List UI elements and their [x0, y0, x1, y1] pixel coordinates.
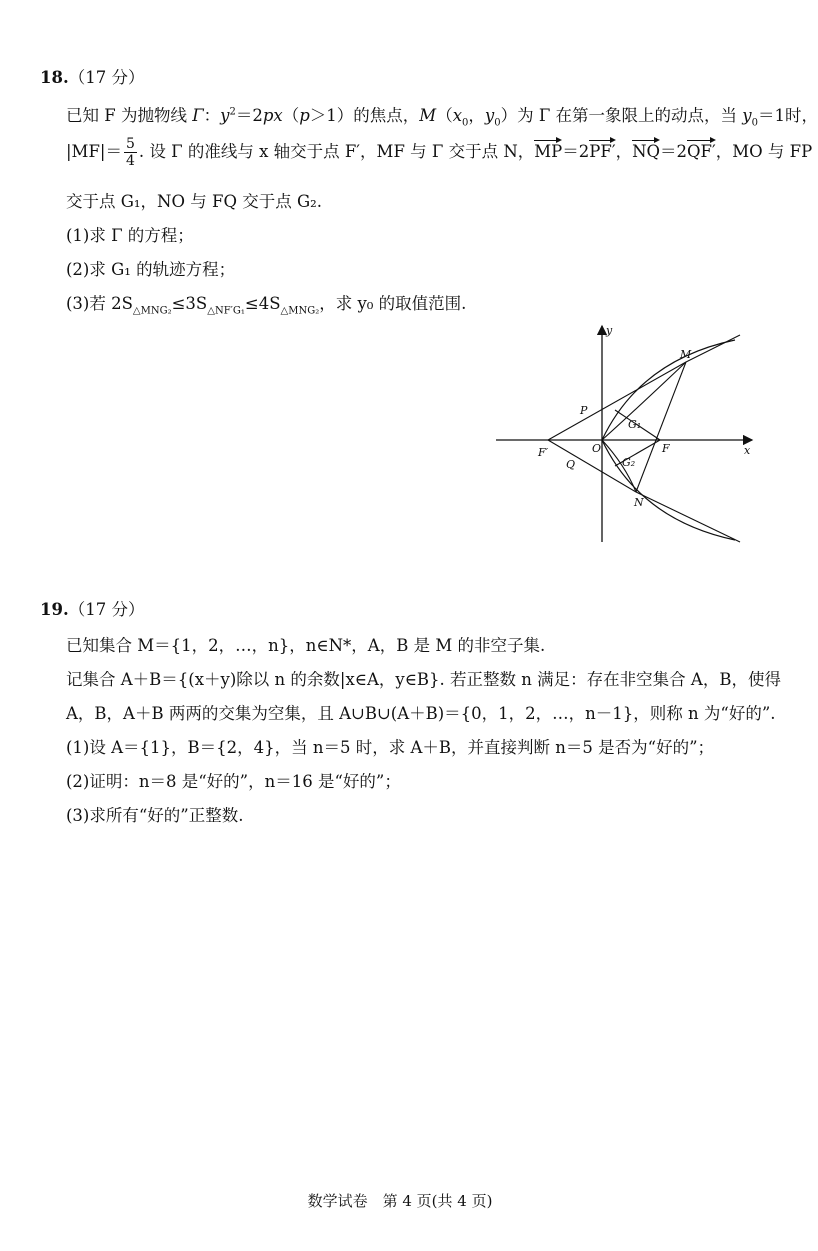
- label-f: F: [662, 442, 670, 455]
- tangent-extension-bottom: [636, 492, 740, 542]
- q18-tail: ，MO 与 FP: [715, 142, 813, 161]
- q18-intro-a: 已知 F 为抛物线: [66, 106, 187, 125]
- label-m: M: [680, 348, 692, 361]
- vector-nq: NQ: [632, 142, 661, 161]
- q19-header: [40, 596, 144, 620]
- label-n: N: [634, 496, 644, 509]
- q18-line1: 已知 F 为抛物线 Γ：$y^2=2px(p>1)$的焦点，$M(x_0$，$y_0$）为 Γ 在第一象限上的动点，当 $y_0=1$时，: [66, 106, 818, 129]
- q18-mf-tail: . 设 Γ 的准线与 x 轴交于点 F′，MF 与 Γ 交于点 N，: [138, 142, 535, 161]
- label-x: x: [744, 444, 751, 457]
- q18-p3-d: ，求 y₀ 的取值范围.: [319, 294, 467, 313]
- line-mn: [636, 362, 686, 492]
- q19-number: 19.: [40, 600, 69, 619]
- q18-eq2b: ＝2: [660, 142, 688, 161]
- q18-mf: |MF|＝: [66, 142, 122, 161]
- vector-pf: PF′: [589, 142, 616, 161]
- q19-part2: (2)证明：n＝8 是“好的”，n＝16 是“好的”；: [66, 772, 401, 791]
- q18-p3-b: ≤3S: [171, 294, 208, 313]
- vector-mp: MP: [534, 142, 563, 161]
- q18-part2: (2)求 G₁ 的轨迹方程；: [66, 260, 236, 279]
- q18-fraction: [124, 136, 137, 169]
- parabola-figure: [490, 320, 760, 548]
- vector-qf: QF′: [687, 142, 716, 161]
- label-g1: G₁: [628, 418, 642, 431]
- fraction-denominator: 4: [125, 153, 135, 169]
- q19-score: （17 分）: [68, 600, 145, 619]
- q19-part1: (1)设 A＝{1}，B＝{2，4}，当 n＝5 时，求 A＋B，并直接判断 n＝5 是否为“好的”；: [66, 738, 715, 757]
- label-o: O: [592, 442, 602, 455]
- q19-line1: 已知集合 M＝{1，2，…，n}，n∈N*，A，B 是 M 的非空子集.: [66, 636, 546, 655]
- q18-line2: [66, 136, 812, 169]
- q18-eq2a: ＝2: [562, 142, 590, 161]
- page-footer: 数学试卷 第 4 页(共 4 页): [307, 1192, 493, 1210]
- fraction-numerator: 5: [125, 136, 135, 152]
- q18-intro-c: 为 Γ 在第一象限上的动点，当: [517, 106, 738, 125]
- label-q: Q: [566, 458, 576, 471]
- line-fp-m: [548, 362, 686, 440]
- q18-line3: 交于点 G₁，NO 与 FQ 交于点 G₂.: [66, 192, 322, 211]
- q19-line2: 记集合 A＋B＝{(x＋y)除以 n 的余数|x∈A，y∈B}. 若正整数 n 满足：存在非空集合 A，B，使得: [66, 670, 781, 689]
- q18-score: （17 分）: [68, 68, 145, 87]
- line-mo: [602, 362, 686, 440]
- label-y: y: [606, 324, 613, 337]
- label-fprime: F′: [538, 446, 549, 459]
- q18-part3: (3)若 $2S_{\triangle MNG_2}\le 3S_{\triangle NF'G_1}\le 4S_{\triangle MNG_2}$，求 y₀ 的取值范围.: [66, 294, 467, 317]
- tangent-extension-top: [686, 335, 740, 362]
- q18-comma: ，: [615, 142, 633, 161]
- q18-intro-b: 的焦点，: [353, 106, 420, 125]
- q18-p3-c: ≤4S: [244, 294, 281, 313]
- label-p: P: [580, 404, 588, 417]
- q19-part3: (3)求所有“好的”正整数.: [66, 806, 244, 825]
- q18-part1: (1)求 Γ 的方程；: [66, 226, 194, 245]
- q19-line3: A，B，A＋B 两两的交集为空集，且 A∪B∪(A＋B)＝{0，1，2，…，n－1}，则称 n 为“好的”.: [66, 704, 776, 723]
- q18-header: [40, 64, 144, 88]
- q18-p3-a: (3)若 2S: [66, 294, 133, 313]
- label-g2: G₂: [622, 456, 636, 469]
- q18-number: 18.: [40, 68, 69, 87]
- q18-intro-d: 时，: [785, 106, 818, 125]
